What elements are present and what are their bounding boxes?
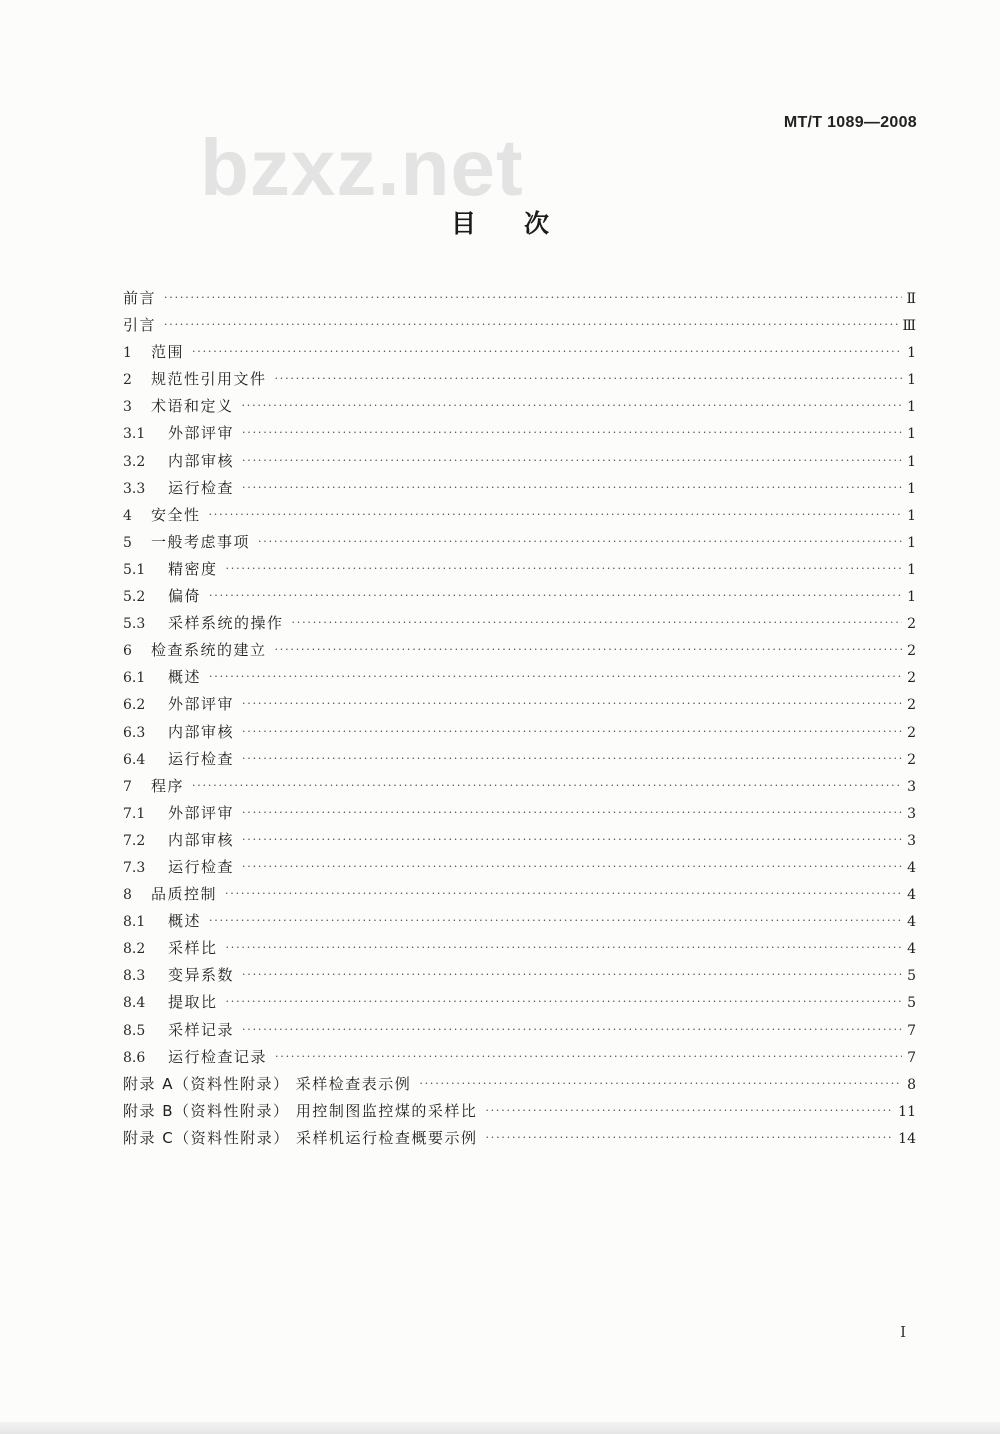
toc-entry-title: 变异系数 bbox=[168, 966, 235, 985]
toc-entry-title: 内部审核 bbox=[168, 451, 235, 470]
toc-dot-leader bbox=[226, 934, 902, 961]
toc-dot-leader bbox=[225, 880, 902, 907]
toc-entry[interactable] bbox=[123, 854, 916, 881]
toc-entry[interactable] bbox=[123, 881, 916, 908]
toc-entry-page: 1 bbox=[907, 399, 916, 416]
toc-entry[interactable] bbox=[123, 746, 916, 773]
toc-dot-leader bbox=[226, 555, 902, 582]
toc-entry-number: 4 bbox=[123, 507, 132, 524]
toc-dot-leader bbox=[209, 663, 902, 690]
toc-entry[interactable] bbox=[123, 1071, 916, 1098]
toc-dot-leader bbox=[242, 961, 902, 988]
toc-entry-title: 安全性 bbox=[151, 505, 201, 524]
toc-entry-number: 7.3 bbox=[123, 859, 146, 876]
toc-entry-title: 前言 bbox=[123, 289, 157, 307]
toc-entry[interactable] bbox=[123, 1098, 916, 1125]
toc-dot-leader bbox=[164, 284, 902, 311]
toc-entry-number: 6.2 bbox=[123, 697, 146, 714]
toc-entry-page: 1 bbox=[907, 480, 916, 497]
toc-entry-number: 3.1 bbox=[123, 426, 146, 443]
toc-entry-page: 1 bbox=[907, 589, 916, 606]
toc-dot-leader bbox=[242, 718, 902, 745]
toc-dot-leader bbox=[164, 311, 898, 338]
toc-entry-title: 采样系统的操作 bbox=[168, 614, 284, 633]
toc-entry-number: 5 bbox=[123, 534, 132, 551]
toc-entry[interactable] bbox=[123, 908, 916, 935]
toc-entry-title: 品质控制 bbox=[151, 885, 218, 904]
toc-entry-title: 检查系统的建立 bbox=[151, 641, 267, 660]
toc-entry-page: 1 bbox=[907, 345, 916, 362]
toc-entry[interactable] bbox=[123, 691, 916, 718]
toc-entry-page: 4 bbox=[907, 859, 916, 876]
toc-dot-leader bbox=[242, 392, 902, 419]
toc-dot-leader bbox=[258, 528, 902, 555]
toc-entry[interactable] bbox=[123, 556, 916, 583]
toc-entry[interactable] bbox=[123, 935, 916, 962]
toc-entry-title: 提取比 bbox=[168, 993, 218, 1012]
toc-entry-page: 1 bbox=[907, 453, 916, 470]
toc-entry-page: 2 bbox=[907, 670, 916, 687]
toc-entry-number: 5.1 bbox=[123, 561, 146, 578]
toc-dot-leader bbox=[192, 772, 902, 799]
toc-entry-title: 范围 bbox=[151, 343, 185, 362]
toc-dot-leader bbox=[419, 1070, 902, 1097]
toc-entry-title: 外部评审 bbox=[168, 803, 235, 822]
toc-entry-number: 5.3 bbox=[123, 616, 146, 633]
toc-dot-leader bbox=[209, 501, 902, 528]
toc-entry-title: 引言 bbox=[123, 316, 157, 335]
toc-entry[interactable] bbox=[123, 339, 916, 366]
toc-entry-title: 概述 bbox=[168, 912, 202, 931]
toc-entry-title: 采样比 bbox=[168, 939, 218, 958]
toc-entry-title: 运行检查记录 bbox=[168, 1047, 268, 1066]
toc-dot-leader bbox=[486, 1124, 895, 1151]
toc-entry[interactable] bbox=[123, 610, 916, 637]
toc-entry-number: 8.1 bbox=[123, 914, 146, 931]
toc-entry-title: 附录 A（资料性附录） 采样检查表示例 bbox=[123, 1074, 412, 1093]
toc-entry[interactable] bbox=[123, 393, 916, 420]
toc-entry-page: 8 bbox=[907, 1076, 916, 1093]
toc-dot-leader bbox=[242, 690, 902, 717]
toc-dot-leader bbox=[242, 799, 902, 826]
toc-entry-number: 7.2 bbox=[123, 832, 146, 849]
toc-entry-number: 6.4 bbox=[123, 751, 146, 768]
toc-entry[interactable] bbox=[123, 529, 916, 556]
toc-entry[interactable] bbox=[123, 1017, 916, 1044]
toc-entry[interactable] bbox=[123, 800, 916, 827]
toc-entry-title: 程序 bbox=[151, 776, 185, 795]
toc-entry[interactable] bbox=[123, 773, 916, 800]
toc-entry-title: 内部审核 bbox=[168, 722, 235, 741]
toc-entry-number: 1 bbox=[123, 345, 132, 362]
toc-entry-number: 6 bbox=[123, 643, 132, 660]
toc-dot-leader bbox=[209, 907, 902, 934]
toc-dot-leader bbox=[485, 1097, 894, 1124]
toc-entry-title: 采样记录 bbox=[168, 1020, 235, 1039]
page-title: 目次 bbox=[450, 209, 597, 238]
toc-entry-page: 11 bbox=[898, 1103, 916, 1120]
toc-entry-number: 3.3 bbox=[123, 480, 146, 497]
toc-entry-number: 8.5 bbox=[123, 1022, 146, 1039]
toc-entry-page: 2 bbox=[907, 724, 916, 741]
toc-entry-page: 4 bbox=[907, 914, 916, 931]
toc-entry[interactable] bbox=[123, 827, 916, 854]
toc-entry-page: 7 bbox=[907, 1049, 916, 1066]
toc-dot-leader bbox=[226, 988, 902, 1015]
page-number: I bbox=[900, 1323, 906, 1341]
toc-entry-page: 1 bbox=[907, 426, 916, 443]
toc-entry-page: 1 bbox=[907, 372, 916, 389]
toc-entry-page: 5 bbox=[907, 968, 916, 985]
toc-entry[interactable] bbox=[123, 583, 916, 610]
toc-entry-number: 8 bbox=[123, 887, 132, 904]
toc-entry-number: 8.4 bbox=[123, 995, 146, 1012]
toc-entry-title: 一般考虑事项 bbox=[151, 532, 251, 551]
toc-dot-leader bbox=[292, 609, 902, 636]
toc-dot-leader bbox=[275, 636, 902, 663]
toc-dot-leader bbox=[242, 1016, 902, 1043]
toc-entry[interactable] bbox=[123, 285, 916, 312]
toc-entry-title: 术语和定义 bbox=[151, 397, 234, 416]
toc-entry-page: 3 bbox=[907, 832, 916, 849]
toc-entry-title: 附录 B（资料性附录） 用控制图监控煤的采样比 bbox=[123, 1101, 478, 1120]
toc-entry-title: 外部评审 bbox=[168, 695, 235, 714]
toc-entry-number: 8.2 bbox=[123, 941, 146, 958]
toc-entry[interactable] bbox=[123, 312, 916, 339]
toc-entry-number: 5.2 bbox=[123, 589, 146, 606]
toc-dot-leader bbox=[242, 826, 902, 853]
watermark-text: bzxz.net bbox=[200, 123, 524, 212]
toc-dot-leader bbox=[192, 338, 902, 365]
toc-entry-number: 6.3 bbox=[123, 724, 146, 741]
toc-entry[interactable] bbox=[123, 637, 916, 664]
toc-entry[interactable] bbox=[123, 962, 916, 989]
toc-entry-title: 运行检查 bbox=[168, 749, 235, 768]
toc-dot-leader bbox=[242, 853, 902, 880]
toc-entry[interactable] bbox=[123, 989, 916, 1016]
toc-entry-page: 2 bbox=[907, 616, 916, 633]
table-of-contents bbox=[123, 285, 916, 1152]
scan-edge-shadow bbox=[0, 1422, 1000, 1434]
toc-dot-leader bbox=[242, 474, 902, 501]
toc-entry[interactable] bbox=[123, 502, 916, 529]
toc-entry[interactable] bbox=[123, 448, 916, 475]
toc-entry-page: Ⅲ bbox=[902, 318, 916, 335]
toc-entry-title: 外部评审 bbox=[168, 424, 235, 443]
toc-entry-title: 内部审核 bbox=[168, 830, 235, 849]
toc-dot-leader bbox=[242, 745, 902, 772]
toc-entry-page: Ⅱ bbox=[906, 291, 916, 307]
toc-entry-number: 3 bbox=[123, 399, 132, 416]
toc-entry-number: 3.2 bbox=[123, 453, 146, 470]
toc-entry-page: 4 bbox=[907, 887, 916, 904]
toc-entry-title: 运行检查 bbox=[168, 857, 235, 876]
toc-entry[interactable] bbox=[123, 664, 916, 691]
toc-entry-page: 1 bbox=[907, 534, 916, 551]
toc-entry-page: 3 bbox=[907, 805, 916, 822]
toc-entry-page: 14 bbox=[898, 1130, 916, 1147]
toc-dot-leader bbox=[275, 1043, 902, 1070]
toc-entry-title: 附录 C（资料性附录） 采样机运行检查概要示例 bbox=[123, 1128, 478, 1147]
toc-entry-page: 2 bbox=[907, 751, 916, 768]
toc-entry[interactable] bbox=[123, 1044, 916, 1071]
toc-entry-title: 规范性引用文件 bbox=[151, 370, 267, 389]
toc-entry-number: 6.1 bbox=[123, 670, 146, 687]
toc-entry-title: 运行检查 bbox=[168, 478, 235, 497]
toc-entry-page: 1 bbox=[907, 561, 916, 578]
toc-entry-page: 4 bbox=[907, 941, 916, 958]
toc-entry-page: 3 bbox=[907, 778, 916, 795]
toc-dot-leader bbox=[242, 419, 902, 446]
toc-entry[interactable] bbox=[123, 366, 916, 393]
toc-entry-page: 1 bbox=[907, 507, 916, 524]
toc-entry[interactable] bbox=[123, 420, 916, 447]
toc-dot-leader bbox=[275, 365, 902, 392]
toc-entry-number: 7.1 bbox=[123, 805, 146, 822]
toc-entry-title: 精密度 bbox=[168, 559, 218, 578]
toc-dot-leader bbox=[209, 582, 902, 609]
toc-entry-page: 2 bbox=[907, 643, 916, 660]
toc-entry[interactable] bbox=[123, 719, 916, 746]
toc-entry-number: 2 bbox=[123, 372, 132, 389]
toc-entry-page: 7 bbox=[907, 1022, 916, 1039]
toc-entry-page: 2 bbox=[907, 697, 916, 714]
toc-entry[interactable] bbox=[123, 1125, 916, 1152]
toc-entry-number: 7 bbox=[123, 778, 132, 795]
toc-entry[interactable] bbox=[123, 475, 916, 502]
toc-entry-number: 8.6 bbox=[123, 1049, 146, 1066]
toc-dot-leader bbox=[242, 447, 902, 474]
toc-entry-title: 偏倚 bbox=[168, 587, 202, 606]
toc-entry-page: 5 bbox=[907, 995, 916, 1012]
standard-number: MT/T 1089—2008 bbox=[783, 114, 917, 131]
toc-entry-number: 8.3 bbox=[123, 968, 146, 985]
toc-entry-title: 概述 bbox=[168, 668, 202, 687]
